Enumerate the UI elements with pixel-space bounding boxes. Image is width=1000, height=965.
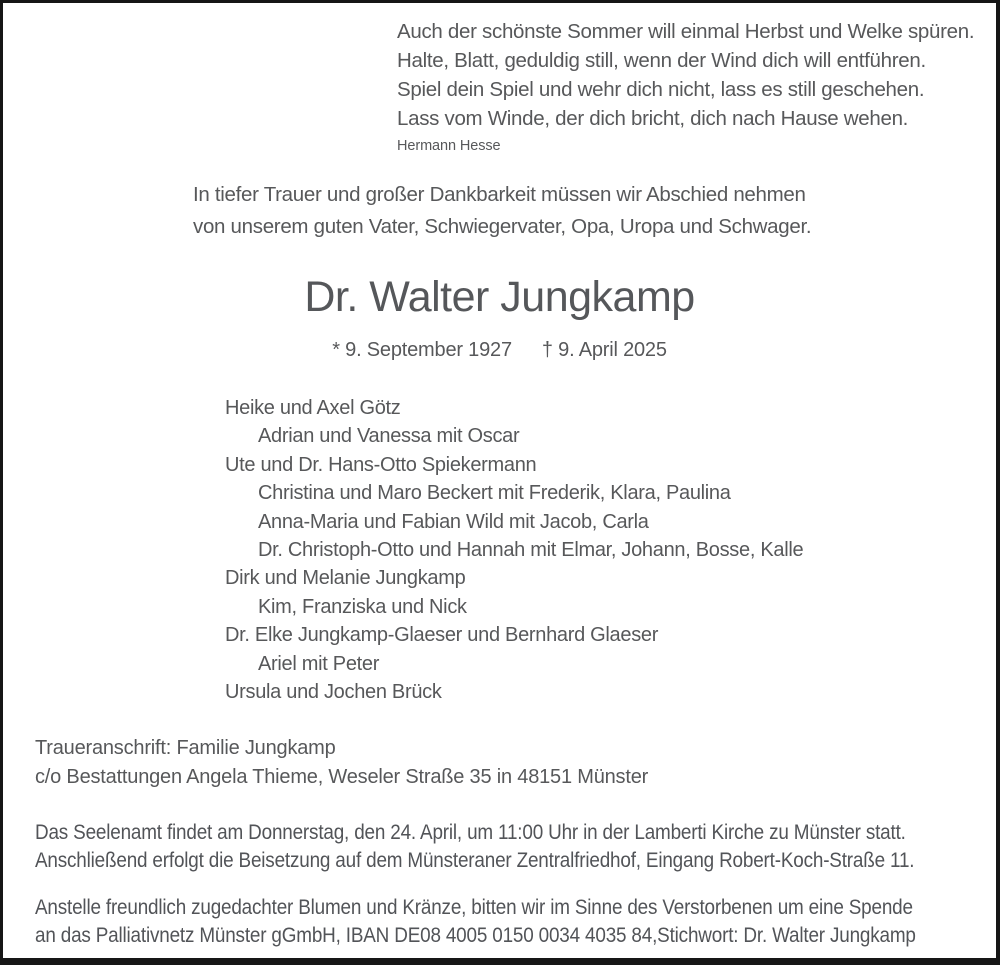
donation-line: an das Palliativnetz Münster gGmbH, IBAN DE08 4005 0150 0034 4035 84,Stichwort: Dr. Walter Jungkamp (35, 924, 916, 948)
mourning-address-block (35, 734, 648, 791)
death-date: † 9. April 2025 (541, 339, 667, 361)
mourner-line: Dr. Christoph-Otto und Hannah mit Elmar, Johann, Bosse, Kalle (258, 539, 804, 562)
mourners-list (225, 394, 803, 706)
poem-attribution: Hermann Hesse (397, 138, 501, 154)
funeral-service-line: Anschließend erfolgt die Beisetzung auf dem Münsteraner Zentralfriedhof, Eingang Robert-Koch-Straße 11. (35, 849, 915, 873)
poem-line: Auch der schönste Sommer will einmal Herbst und Welke spüren. (397, 20, 975, 43)
poem-line: Lass vom Winde, der dich bricht, dich nach Hause wehen. (397, 107, 909, 130)
funeral-service-block (35, 819, 914, 875)
mourner-line: Anna-Maria und Fabian Wild mit Jacob, Carla (258, 510, 649, 533)
mourner-line: Kim, Franziska und Nick (258, 595, 467, 618)
mourner-line: Christina und Maro Beckert mit Frederik, Klara, Paulina (258, 482, 731, 505)
donation-line: Anstelle freundlich zugedachter Blumen und Kränze, bitten wir im Sinne des Verstorbenen um eine Spende (35, 896, 913, 919)
mourner-line: Ariel mit Peter (258, 652, 380, 675)
donation-block (35, 894, 916, 950)
intro-block (193, 179, 811, 243)
mourner-line: Adrian und Vanessa mit Oscar (258, 425, 520, 448)
mourner-line: Dr. Elke Jungkamp-Glaeser und Bernhard Glaeser (225, 624, 659, 647)
mourner-line: Ute und Dr. Hans-Otto Spiekermann (225, 453, 537, 476)
poem-line: Halte, Blatt, geduldig still, wenn der Wind dich will entführen. (397, 49, 926, 72)
deceased-name: Dr. Walter Jungkamp (304, 273, 695, 321)
intro-line: In tiefer Trauer und großer Dankbarkeit müssen wir Abschied nehmen (193, 183, 806, 206)
mourning-address-line: c/o Bestattungen Angela Thieme, Weseler Straße 35 in 48151 Münster (35, 765, 649, 788)
mourner-line: Heike und Axel Götz (225, 397, 401, 419)
mourner-line: Ursula und Jochen Brück (225, 681, 442, 704)
birth-date: * 9. September 1927 (332, 339, 512, 361)
funeral-service-line: Das Seelenamt findet am Donnerstag, den 24. April, um 11:00 Uhr in der Lamberti Kirche zu Münster statt. (35, 821, 906, 844)
poem-block (397, 17, 974, 156)
mourner-line: Dirk und Melanie Jungkamp (225, 567, 466, 590)
poem-line: Spiel dein Spiel und wehr dich nicht, lass es still geschehen. (397, 78, 925, 101)
mourning-address-line: Traueranschrift: Familie Jungkamp (35, 737, 336, 759)
intro-line: von unserem guten Vater, Schwiegervater, Opa, Uropa und Schwager. (193, 215, 812, 238)
life-dates (3, 336, 996, 364)
